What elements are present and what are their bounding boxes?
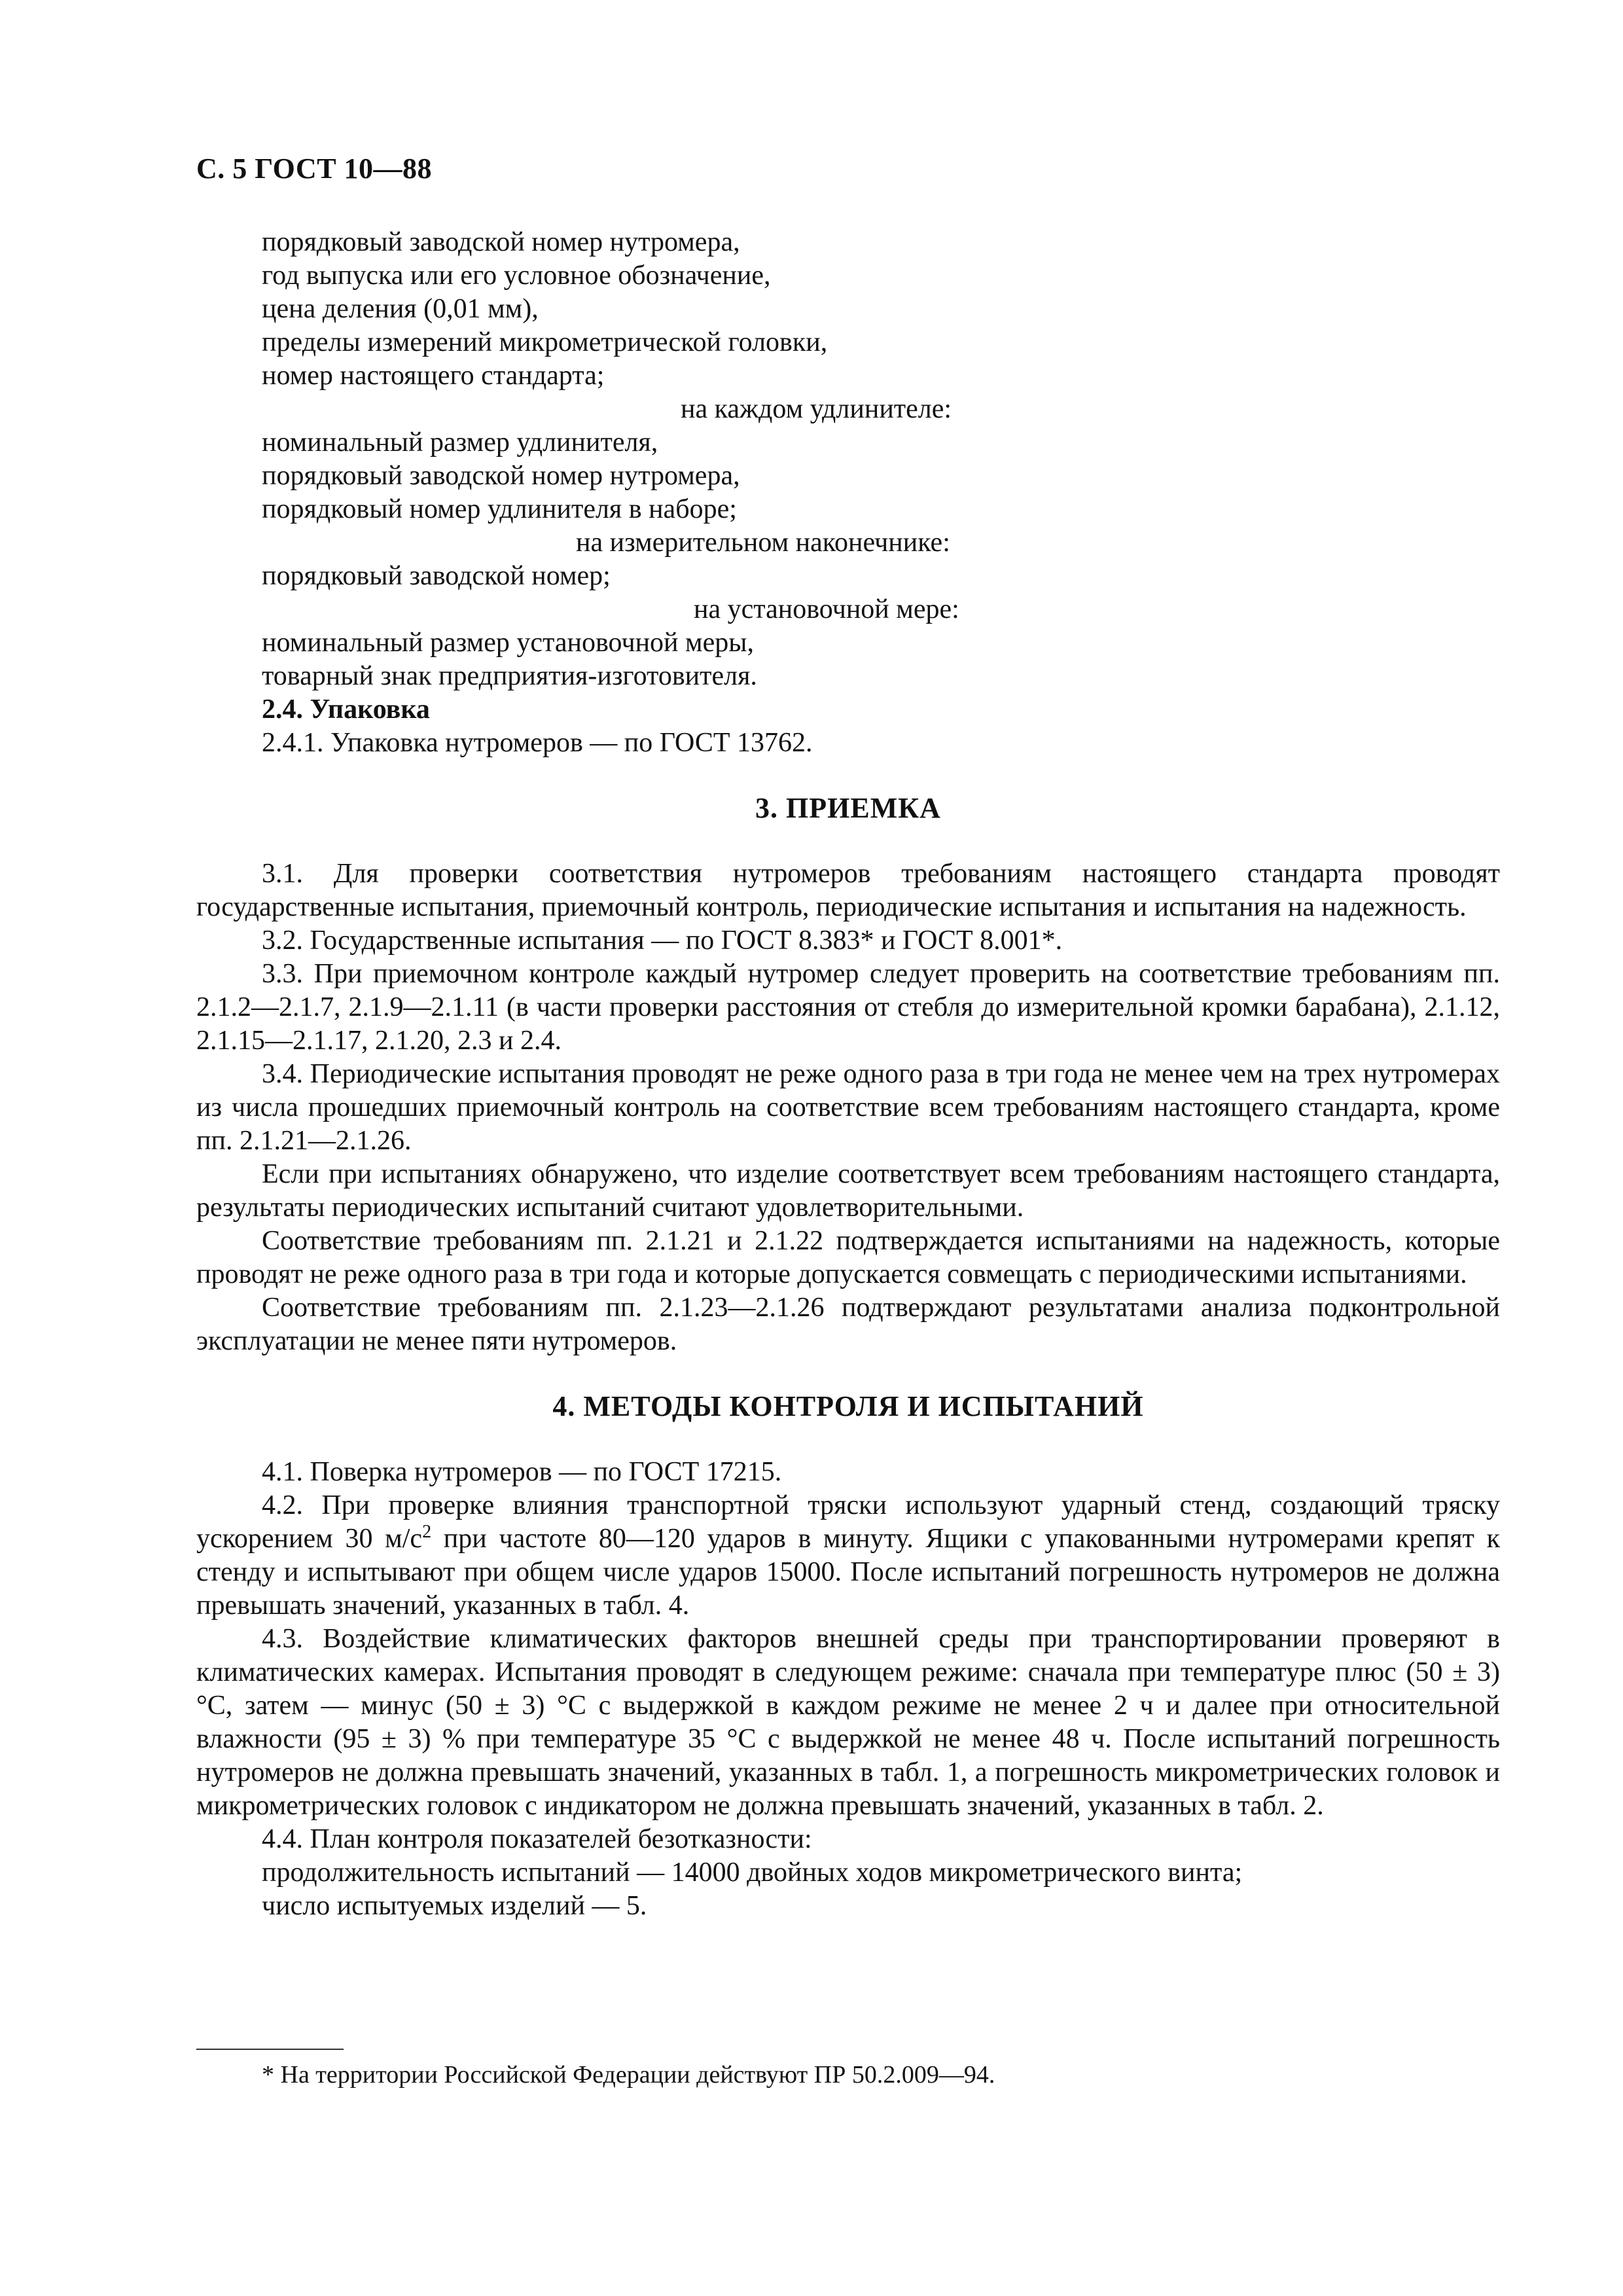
- superscript: 2: [422, 1522, 432, 1542]
- paragraph: 3.2. Государственные испытания — по ГОСТ 8.383* и ГОСТ 8.001*.: [262, 925, 1063, 956]
- marking-line: порядковый заводской номер нутромера,: [262, 461, 740, 491]
- marking-line: порядковый заводской номер нутромера,: [262, 227, 740, 257]
- paragraph: число испытуемых изделий — 5.: [262, 1891, 647, 1921]
- marking-subheading: на установочной мере:: [694, 594, 959, 624]
- marking-line: год выпуска или его условное обозначение,: [262, 260, 771, 291]
- marking-line: пределы измерений микрометрической головки,: [262, 327, 828, 357]
- footnote: * На территории Российской Федерации действуют ПР 50.2.009—94.: [262, 2061, 995, 2089]
- paragraph-text: при частоте 80—120 ударов в минуту. Ящики с упакованными нутромерами крепят к стенду и испытывают при общем числе ударов 15000. После испытаний погрешность нутромеров не должна превышать значений, указанных в табл. 4.: [196, 1524, 1500, 1621]
- marking-line: номинальный размер удлинителя,: [262, 427, 658, 457]
- paragraph: [196, 1489, 1500, 1623]
- marking-line: номинальный размер установочной меры,: [262, 628, 754, 658]
- paragraph: 4.3. Воздействие климатических факторов внешней среды при транспортировании проверяют в климатических камерах. Испытания проводят в следующем режиме: сначала при температуре плюс (50 ± 3) °C, затем — минус (50 ± 3) °C с выдержкой в каждом режиме не менее 2 ч и далее при относительной влажности (95 ± 3) % при температуре 35 °C с выдержкой не менее 48 ч. После испытаний погрешность нутромеров не должна превышать значений, указанных в табл. 1, а погрешность микрометрических головок и микрометрических головок с индикатором не должна превышать значений, указанных в табл. 2.: [196, 1624, 1500, 1821]
- marking-subheading: на измерительном наконечнике:: [576, 528, 950, 558]
- paragraph: продолжительность испытаний — 14000 двойных ходов микрометрического винта;: [262, 1857, 1243, 1888]
- paragraph: Если при испытаниях обнаружено, что изделие соответствует всем требованиям настоящего стандарта, результаты периодических испытаний считают удовлетворительными.: [196, 1159, 1500, 1223]
- page-header: С. 5 ГОСТ 10—88: [196, 152, 433, 185]
- section-title: 4. МЕТОДЫ КОНТРОЛЯ И ИСПЫТАНИЙ: [552, 1390, 1144, 1422]
- section-title: 3. ПРИЕМКА: [755, 792, 941, 824]
- subsection-title: 2.4. Упаковка: [262, 694, 430, 725]
- marking-line: порядковый заводской номер;: [262, 561, 611, 591]
- paragraph: 3.3. При приемочном контроле каждый нутромер следует проверить на соответствие требованиям пп. 2.1.2—2.1.7, 2.1.9—2.1.11 (в части проверки расстояния от стебля до измерительной кромки барабана), 2.1.12, 2.1.15—2.1.17, 2.1.20, 2.3 и 2.4.: [196, 959, 1500, 1056]
- document-body: [196, 226, 1500, 1923]
- paragraph: Соответствие требованиям пп. 2.1.21 и 2.1.22 подтверждается испытаниями на надежность, которые проводят не реже одного раза в три года и которые допускается совмещать с периодическими испытаниями.: [196, 1226, 1500, 1289]
- marking-list: [196, 226, 1500, 693]
- marking-line: товарный знак предприятия-изготовителя.: [262, 661, 757, 691]
- paragraph: 4.1. Поверка нутромеров — по ГОСТ 17215.: [262, 1457, 782, 1487]
- paragraph-text: 4.2. При проверке влияния транспортной тряски используют ударный стенд, создающий тряску ускорением 30 м/с: [196, 1490, 1500, 1554]
- paragraph: 4.4. План контроля показателей безотказности:: [262, 1824, 812, 1854]
- marking-line: цена деления (0,01 мм),: [262, 294, 539, 324]
- paragraph: Соответствие требованиям пп. 2.1.23—2.1.26 подтверждают результатами анализа подконтрольной эксплуатации не менее пяти нутромеров.: [196, 1293, 1500, 1356]
- footnote-divider: [196, 2049, 344, 2050]
- paragraph: 3.1. Для проверки соответствия нутромеров требованиям настоящего стандарта проводят государственные испытания, приемочный контроль, периодические испытания и испытания на надежность.: [196, 859, 1500, 922]
- marking-line: порядковый номер удлинителя в наборе;: [262, 494, 737, 524]
- marking-subheading: на каждом удлинителе:: [681, 394, 952, 424]
- paragraph: 2.4.1. Упаковка нутромеров — по ГОСТ 13762.: [262, 728, 813, 758]
- marking-line: номер настоящего стандарта;: [262, 361, 605, 391]
- paragraph: 3.4. Периодические испытания проводят не реже одного раза в три года не менее чем на трех нутромерах из числа прошедших приемочный контроль на соответствие всем требованиям настоящего стандарта, кроме пп. 2.1.21—2.1.26.: [196, 1059, 1500, 1156]
